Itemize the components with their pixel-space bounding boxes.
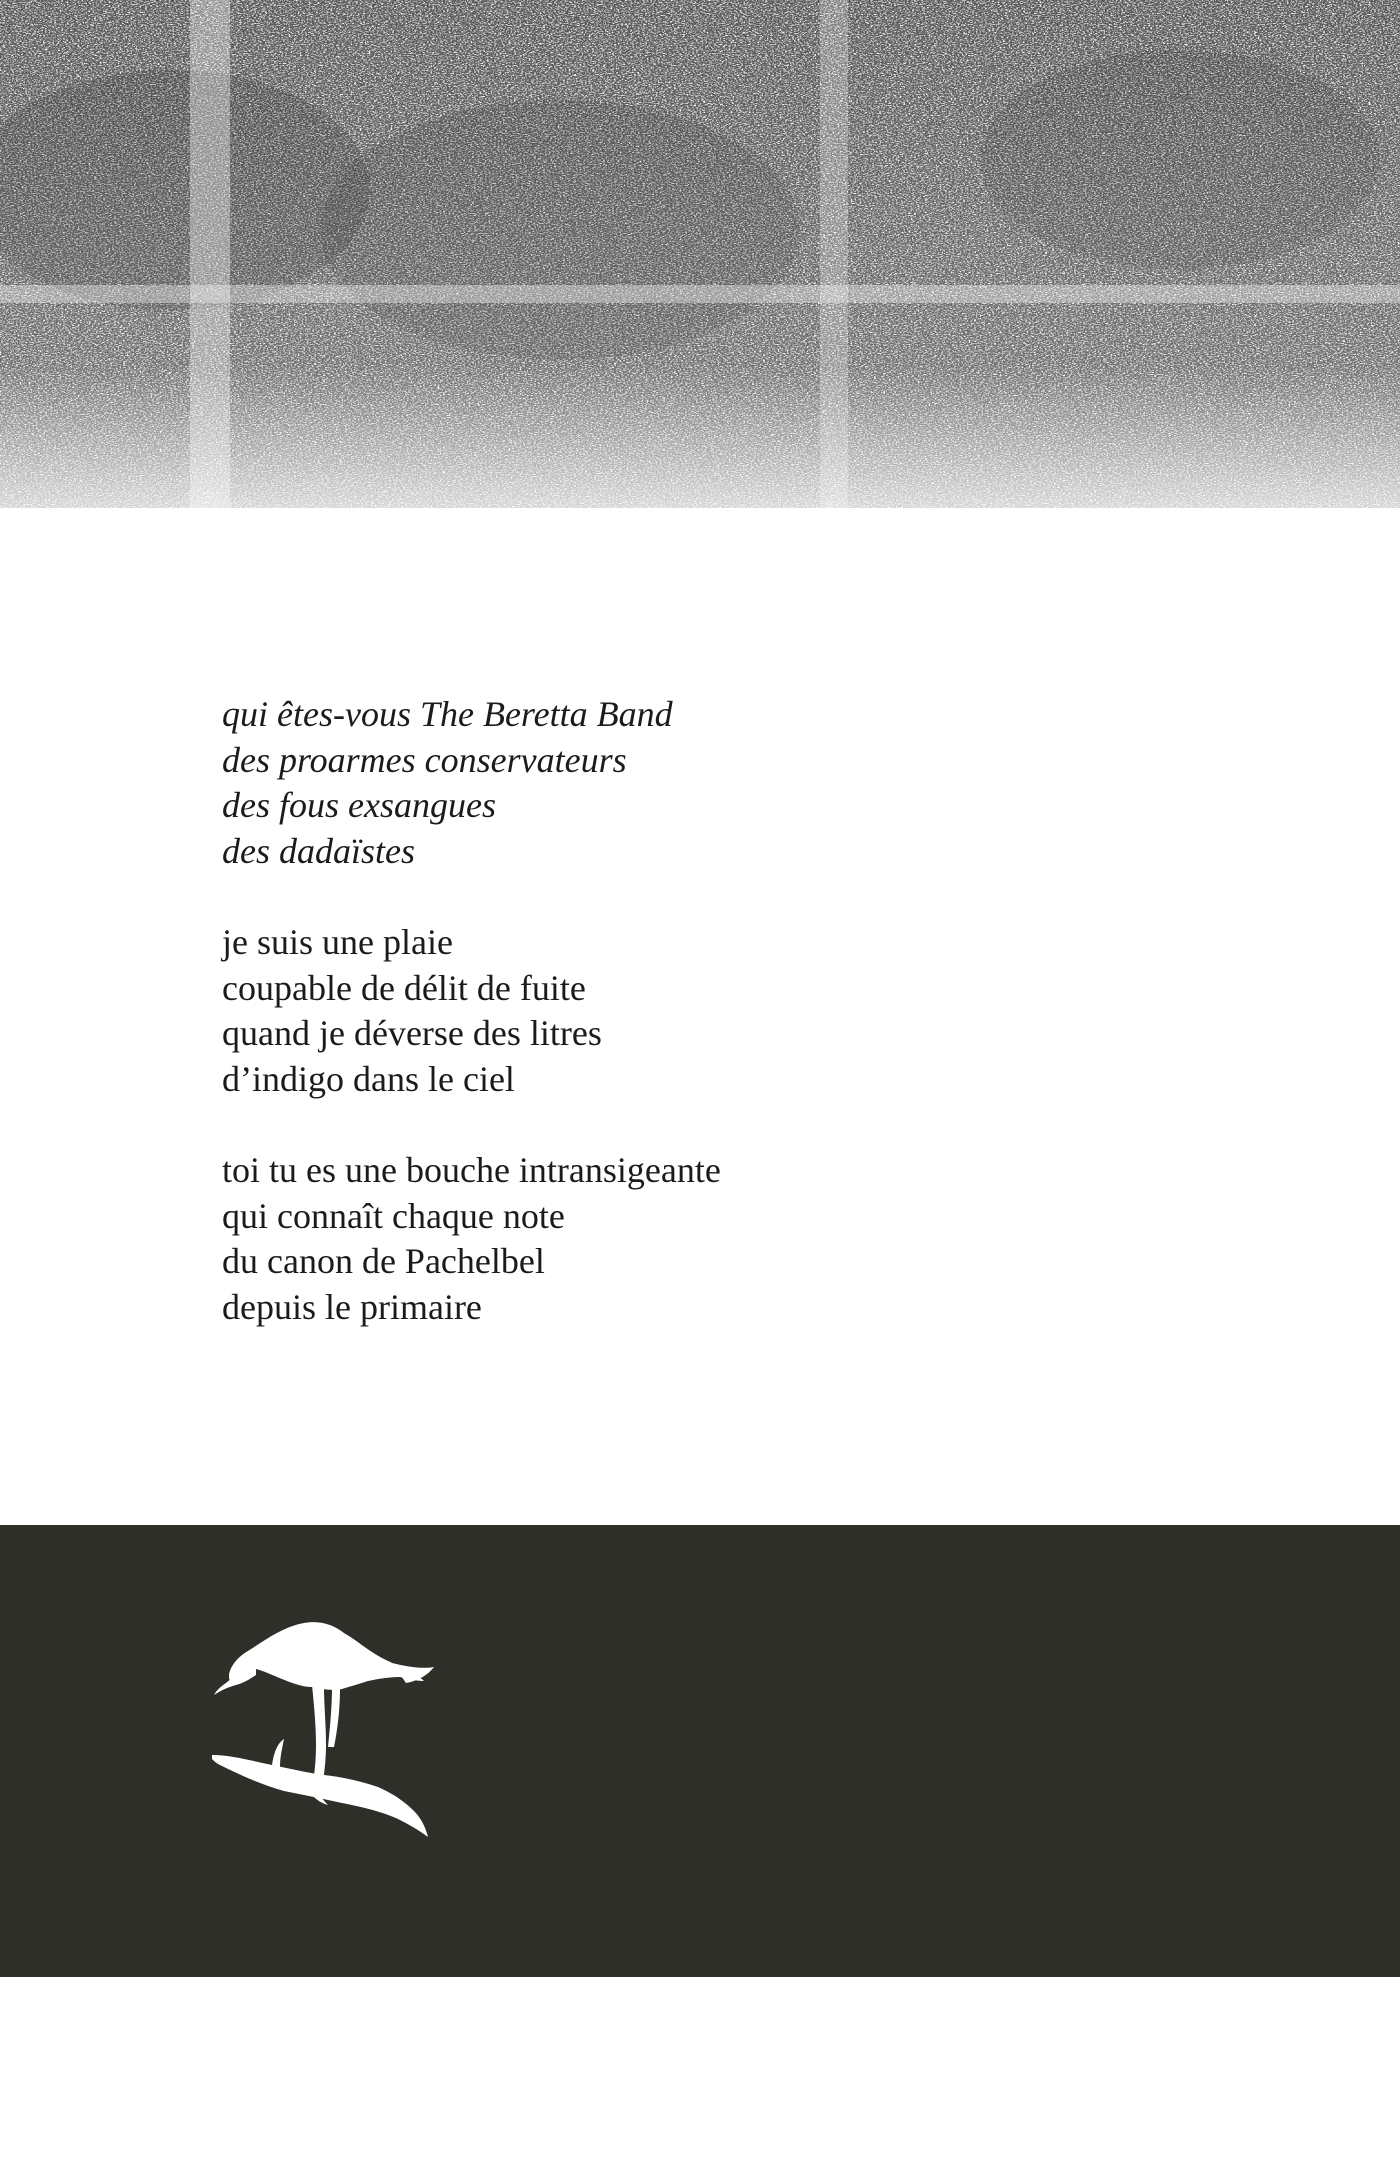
- poem-line: qui êtes-vous The Beretta Band: [222, 694, 673, 734]
- poem-line: d’indigo dans le ciel: [222, 1058, 515, 1099]
- poem: [222, 692, 1122, 1376]
- stanza-1: [222, 692, 1122, 874]
- poem-line: je suis une plaie: [222, 922, 453, 962]
- poem-line: quand je déverse des litres: [222, 1013, 602, 1053]
- poem-line: toi tu es une bouche intransigeante: [222, 1150, 721, 1190]
- poem-line: qui connaît chaque note: [222, 1195, 565, 1236]
- grunge-texture: [0, 0, 1400, 508]
- poem-line: des fous exsangues: [222, 785, 496, 825]
- footer-band: [0, 1525, 1400, 1977]
- grunge-texture-header: [0, 0, 1400, 508]
- poem-line: du canon de Pachelbel: [222, 1241, 545, 1281]
- stanza-3: [222, 1148, 1122, 1330]
- poem-line: des proarmes conservateurs: [222, 739, 627, 780]
- poem-line: coupable de délit de fuite: [222, 967, 586, 1008]
- crow-on-branch-icon: [212, 1615, 472, 1845]
- poem-line: depuis le primaire: [222, 1286, 482, 1327]
- poem-line: des dadaïstes: [222, 830, 415, 871]
- stanza-2: [222, 920, 1122, 1102]
